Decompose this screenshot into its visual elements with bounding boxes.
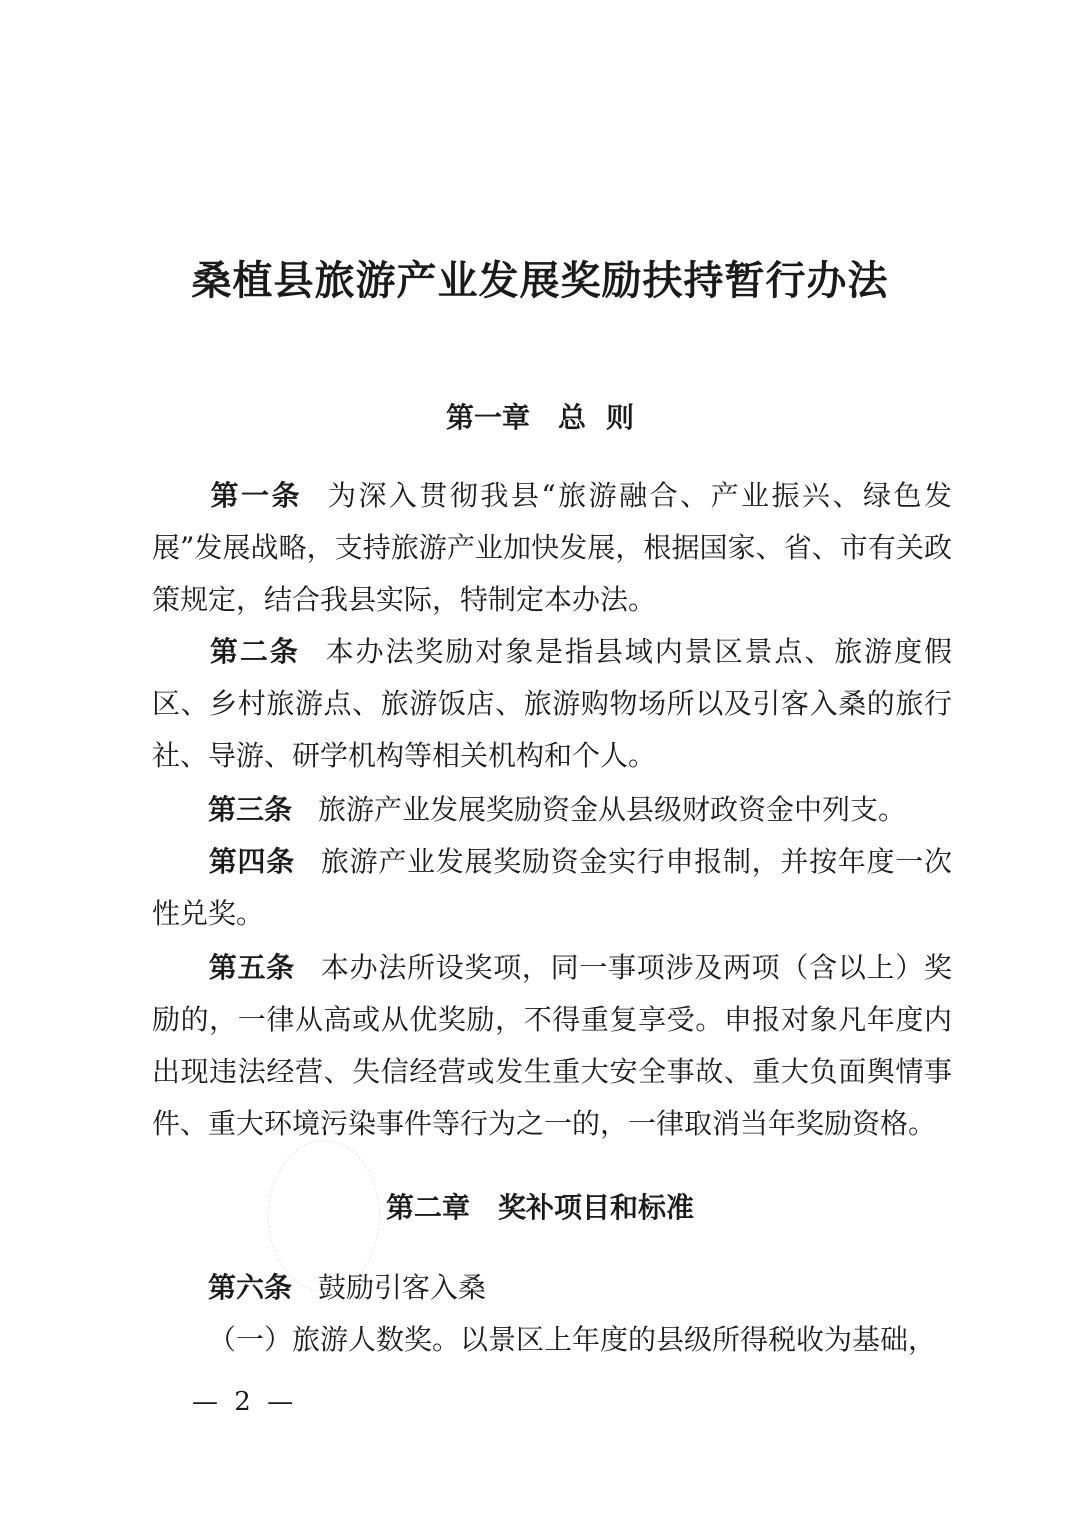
item-1 [152,1314,952,1366]
chapter-1-title-char-1: 总 [557,401,586,434]
chapter-2-number: 第二章 [385,1191,470,1224]
article-2 [152,626,952,782]
article-3 [152,784,952,836]
article-text: 本办法奖励对象是指县域内景区景点、旅游度假区、乡村旅游点、旅游饭店、旅游购物场所以及引客入桑的旅行社、导游、研学机构等相关机构和个人。 [152,635,952,772]
chapter-2-heading [0,1188,1080,1228]
article-label: 第二条 [208,635,300,668]
article-4 [152,836,952,940]
article-label: 第五条 [208,951,295,984]
document-title: 桑植县旅游产业发展奖励扶持暂行办法 [191,258,889,304]
chapter-1-heading [0,398,1080,438]
article-text: 为深入贯彻我县“旅游融合、产业振兴、绿色发展”发展战略，支持旅游产业加快发展，根据国家、省、市有关政策规定，结合我县实际，特制定本办法。 [152,479,952,616]
article-5 [152,942,952,1150]
article-text: 鼓励引客入桑 [318,1271,487,1304]
article-label: 第三条 [208,793,293,826]
article-label: 第六条 [208,1271,293,1304]
chapter-1-number: 第一章 [445,401,530,434]
item-text: （一）旅游人数奖。以景区上年度的县级所得税收为基础， [208,1323,937,1356]
chapter-1-title-char-2: 则 [606,401,635,434]
article-6 [152,1262,952,1314]
page-number: — 2 — [192,1387,298,1417]
article-text: 旅游产业发展奖励资金实行申报制，并按年度一次性兑奖。 [152,845,952,930]
article-label: 第一条 [208,479,302,512]
article-label: 第四条 [208,845,295,878]
article-1 [152,470,952,626]
article-text: 本办法所设奖项，同一事项涉及两项（含以上）奖励的，一律从高或从优奖励，不得重复享受。申报对象凡年度内出现违法经营、失信经营或发生重大安全事故、重大负面舆情事件、重大环境污染事件等行为之一的，一律取消当年奖励资格。 [152,951,952,1140]
chapter-2-title: 奖补项目和标准 [498,1191,695,1224]
article-text: 旅游产业发展奖励资金从县级财政资金中列支。 [318,793,907,826]
